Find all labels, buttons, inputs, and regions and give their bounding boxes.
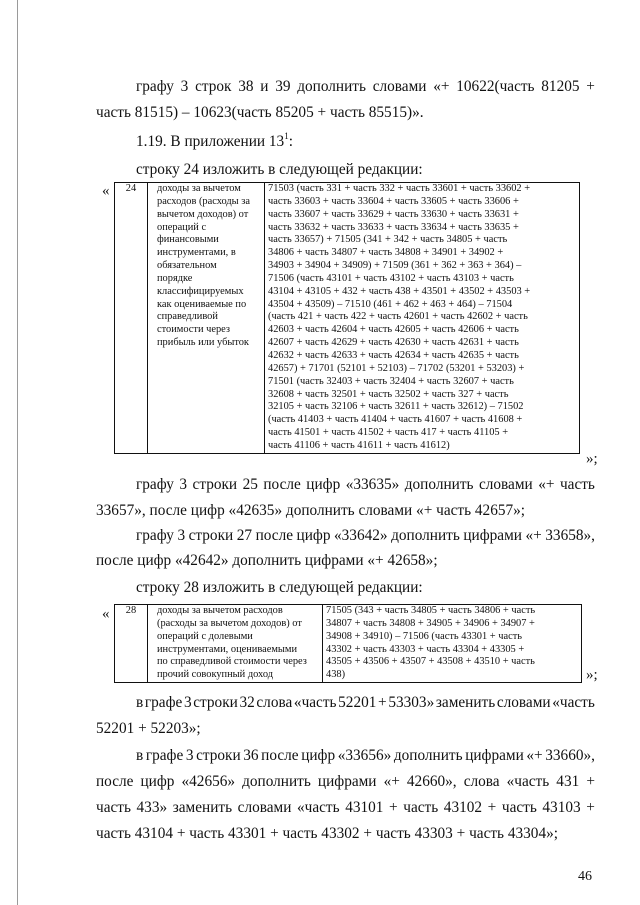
word: «+ xyxy=(538,476,555,493)
row-28-table xyxy=(114,604,582,683)
word: в xyxy=(136,694,144,711)
word: после xyxy=(263,476,301,493)
word: + xyxy=(389,799,398,816)
para8-line4: часть 43104 + часть 43301 + часть 43302 + часть 43303 + часть 43304»; xyxy=(96,825,558,842)
word: цифрами xyxy=(317,773,377,790)
word: + xyxy=(586,773,595,790)
accounts-cell xyxy=(323,605,582,683)
para5-line1 xyxy=(136,526,595,546)
word: + xyxy=(487,799,497,816)
word: после xyxy=(255,527,293,544)
cell-line: инструментами, оцениваемыми xyxy=(157,643,298,655)
cell-line: справедливой xyxy=(157,311,218,323)
word: графе xyxy=(144,694,183,711)
page-number: 46 xyxy=(578,869,592,884)
word: 53303» xyxy=(388,694,435,711)
word: часть xyxy=(501,799,537,816)
word: «часть xyxy=(293,694,337,711)
cell-line: классифицируемых xyxy=(157,285,244,297)
table1-open-quote: « xyxy=(102,183,110,199)
cell-line: 42607 + часть 42629 + часть 42630 + часть 42631 + часть xyxy=(268,337,519,349)
cell-line: 71506 (часть 43101 + часть 43102 + часть 43103 + часть xyxy=(268,272,514,284)
word: «часть xyxy=(297,799,340,816)
word: цифр xyxy=(140,773,175,790)
cell-line: операций с долевыми xyxy=(157,630,253,642)
cell-line: доходы за вычетом xyxy=(157,183,241,194)
word: + xyxy=(586,799,595,816)
word: 43102 xyxy=(443,799,483,816)
word: 38 xyxy=(238,78,254,95)
para1-line1 xyxy=(136,77,595,97)
word: «33642» xyxy=(334,527,388,544)
section-heading-1-19 xyxy=(136,132,293,152)
row-number-cell xyxy=(115,183,148,454)
word: дополнить xyxy=(391,527,460,544)
cell-line: часть 41501 + часть 41502 + часть 417 + часть 41105 + xyxy=(268,427,509,439)
word: дополнить xyxy=(404,476,474,493)
cell-line: (расходы за вычетом доходов) от xyxy=(157,617,302,629)
cell-line: 42603 + часть 42604 + часть 42605 + часть 42606 + часть xyxy=(268,324,519,336)
cell-line: 71505 (343 + часть 34805 + часть 34806 + часть xyxy=(326,605,536,616)
word: графу xyxy=(136,527,174,544)
word: «33656» xyxy=(337,747,392,764)
word: «+ xyxy=(526,747,543,764)
word: строки xyxy=(196,747,241,764)
word: цифрами xyxy=(465,747,524,764)
instruction-row-28: строку 28 изложить в следующей редакции: xyxy=(136,579,423,596)
cell-line: 42632 + часть 42633 + часть 42634 + часть 42635 + часть xyxy=(268,349,519,361)
para8-line1 xyxy=(136,746,595,766)
word: словами xyxy=(478,476,533,493)
row-number-cell xyxy=(115,605,148,683)
word: 3 xyxy=(185,747,194,764)
word: после xyxy=(96,773,134,790)
word: «+ xyxy=(525,527,542,544)
word: и xyxy=(260,78,269,95)
accounts-cell xyxy=(265,183,580,454)
cell-line: 71501 (часть 32403 + часть 32404 + часть 32607 + часть xyxy=(268,375,514,387)
word: 3 xyxy=(177,527,186,544)
word: 52201 xyxy=(338,694,377,711)
table2-close-quote: »; xyxy=(586,667,598,683)
word: часть xyxy=(559,476,595,493)
word: 81205 xyxy=(541,78,580,95)
word: цифрами xyxy=(463,527,522,544)
cell-line: порядке xyxy=(157,272,193,284)
description-cell xyxy=(148,183,265,454)
word: дополнить xyxy=(297,78,366,95)
word: заменить xyxy=(172,799,233,816)
section-heading-tail: : xyxy=(288,133,293,150)
word: строки xyxy=(188,527,234,544)
word: «33635» xyxy=(345,476,400,493)
word: словами xyxy=(496,694,551,711)
cell-line: доходы за вычетом расходов xyxy=(157,605,283,616)
para8-line3 xyxy=(96,798,595,818)
word: + xyxy=(586,78,595,95)
word: 42660», xyxy=(406,773,457,790)
word: дополнить xyxy=(242,773,311,790)
word: цифр xyxy=(296,527,331,544)
table2-open-quote: « xyxy=(102,606,110,622)
cell-line: 43104 + 43105 + 432 + часть 438 + 43501 + 43502 + 43503 + xyxy=(268,285,531,297)
para4-line2: 33657», после цифр «42635» дополнить словами «+ часть 42657»; xyxy=(96,502,526,519)
word: графе xyxy=(145,747,184,764)
word: «+ xyxy=(433,78,450,95)
cell-line: расходов (расходы за xyxy=(157,195,250,207)
para1-line2: часть 81515) – 10623(часть 85205 + часть 85515)». xyxy=(96,104,424,121)
word: заменить xyxy=(435,694,496,711)
cell-line: вычетом доходов) от xyxy=(157,208,249,220)
word: строки xyxy=(193,694,238,711)
cell-line: прочий совокупный доход xyxy=(157,669,274,681)
word: цифр xyxy=(301,747,336,764)
word: после xyxy=(261,747,299,764)
cell-line: 42657) + 71701 (52101 + 52103) – 71702 (53201 + 53203) + xyxy=(268,362,525,374)
row-24-table xyxy=(114,182,580,454)
cell-line: 34903 + 34904 + 34909) + 71509 (361 + 362 + 363 + 364) – xyxy=(268,260,522,272)
word: графу xyxy=(136,476,174,493)
cell-line: 71503 (часть 331 + часть 332 + часть 33601 + часть 33602 + xyxy=(268,183,531,194)
cell-line: финансовыми xyxy=(157,234,219,246)
word: 43101 xyxy=(345,799,384,816)
binding-margin-line xyxy=(17,0,18,905)
word: словами xyxy=(237,799,292,816)
word: слова xyxy=(256,694,293,711)
cell-line: обязательном xyxy=(157,260,217,272)
cell-line: по справедливой стоимости через xyxy=(157,656,307,668)
word: 431 xyxy=(556,773,580,790)
table-row xyxy=(115,183,580,454)
word: графу xyxy=(136,78,174,95)
instruction-row-24: строку 24 изложить в следующей редакции: xyxy=(136,161,423,178)
word: 32 xyxy=(239,694,255,711)
cell-line: 43302 + часть 43303 + часть 43304 + 43305 + xyxy=(326,643,525,655)
word: 3 xyxy=(179,476,188,493)
cell-line: часть 33603 + часть 33604 + часть 33605 + часть 33606 + xyxy=(268,195,519,207)
para5-line2: после цифр «42642» дополнить цифрами «+ 42658»; xyxy=(96,552,438,569)
word: 43103 xyxy=(542,799,581,816)
word: 33660», xyxy=(545,747,595,764)
row-number: 28 xyxy=(125,605,137,616)
word: + xyxy=(378,694,387,711)
section-heading-text: 1.19. В приложении 13 xyxy=(136,133,285,150)
word: 33658», xyxy=(545,527,595,544)
word: строки xyxy=(192,476,238,493)
word: 25 xyxy=(242,476,258,493)
cell-line: 34908 + 34910) – 71506 (часть 43301 + часть xyxy=(326,630,522,642)
cell-line: часть 33607 + часть 33629 + часть 33630 + часть 33631 + xyxy=(268,208,519,220)
cell-line: 34806 + часть 34807 + часть 34808 + 34901 + 34902 + xyxy=(268,247,504,259)
row-number: 24 xyxy=(125,183,137,194)
cell-line: (часть 421 + часть 422 + часть 42601 + часть 42602 + часть xyxy=(268,311,528,323)
table1-close-quote: »; xyxy=(586,451,598,467)
word: 3 xyxy=(183,694,192,711)
cell-line: часть 33632 + часть 33633 + часть 33634 + часть 33635 + xyxy=(268,221,519,233)
cell-line: 438) xyxy=(326,669,346,681)
cell-line: 32608 + часть 32501 + часть 32502 + часть 327 + часть xyxy=(268,388,509,400)
word: 27 xyxy=(236,527,253,544)
cell-line: часть 33657) + 71505 (341 + 342 + часть 34805 + часть xyxy=(268,234,508,246)
cell-line: (часть 41403 + часть 41404 + часть 41607 + часть 41608 + xyxy=(268,414,523,426)
para7-line2: 52201 + 52203»; xyxy=(96,720,201,737)
word: словами xyxy=(372,78,427,95)
word: часть xyxy=(403,799,439,816)
para8-line2 xyxy=(96,772,595,792)
word: в xyxy=(136,747,144,764)
cell-line: 32105 + часть 32106 + часть 32611 + часть 32612) – 71502 xyxy=(268,401,524,413)
description-cell xyxy=(148,605,323,683)
word: «часть xyxy=(552,694,595,711)
cell-line: 43504 + 43509) – 71510 (461 + 462 + 463 + 464) – 71504 xyxy=(268,298,513,310)
section-heading-sup: 1 xyxy=(284,130,289,141)
cell-line: 34807 + часть 34808 + 34905 + 34906 + 34907 + xyxy=(326,617,535,629)
cell-line: часть 41106 + часть 41611 + часть 41612) xyxy=(268,439,450,451)
word: часть xyxy=(96,799,131,816)
word: 433» xyxy=(136,799,168,816)
table-row xyxy=(115,605,582,683)
cell-line: стоимости через xyxy=(157,324,230,336)
cell-line: как оцениваемые по xyxy=(157,298,247,310)
cell-line: 43505 + 43506 + 43507 + 43508 + 43510 + часть xyxy=(326,656,535,668)
word: 39 xyxy=(275,78,291,95)
word: «часть xyxy=(506,773,550,790)
word: строк xyxy=(195,78,232,95)
word: дополнить xyxy=(393,747,463,764)
word: 36 xyxy=(243,747,259,764)
word: «+ xyxy=(383,773,400,790)
word: 10622(часть xyxy=(456,78,535,95)
word: «42656» xyxy=(181,773,236,790)
cell-line: инструментами, в xyxy=(157,247,236,259)
word: слова xyxy=(463,773,500,790)
para7-line1 xyxy=(136,693,595,713)
cell-line: прибыль или убыток xyxy=(157,337,249,349)
para4-line1 xyxy=(136,475,595,495)
word: 3 xyxy=(180,78,189,95)
word: цифр xyxy=(306,476,341,493)
cell-line: операций с xyxy=(157,221,207,233)
